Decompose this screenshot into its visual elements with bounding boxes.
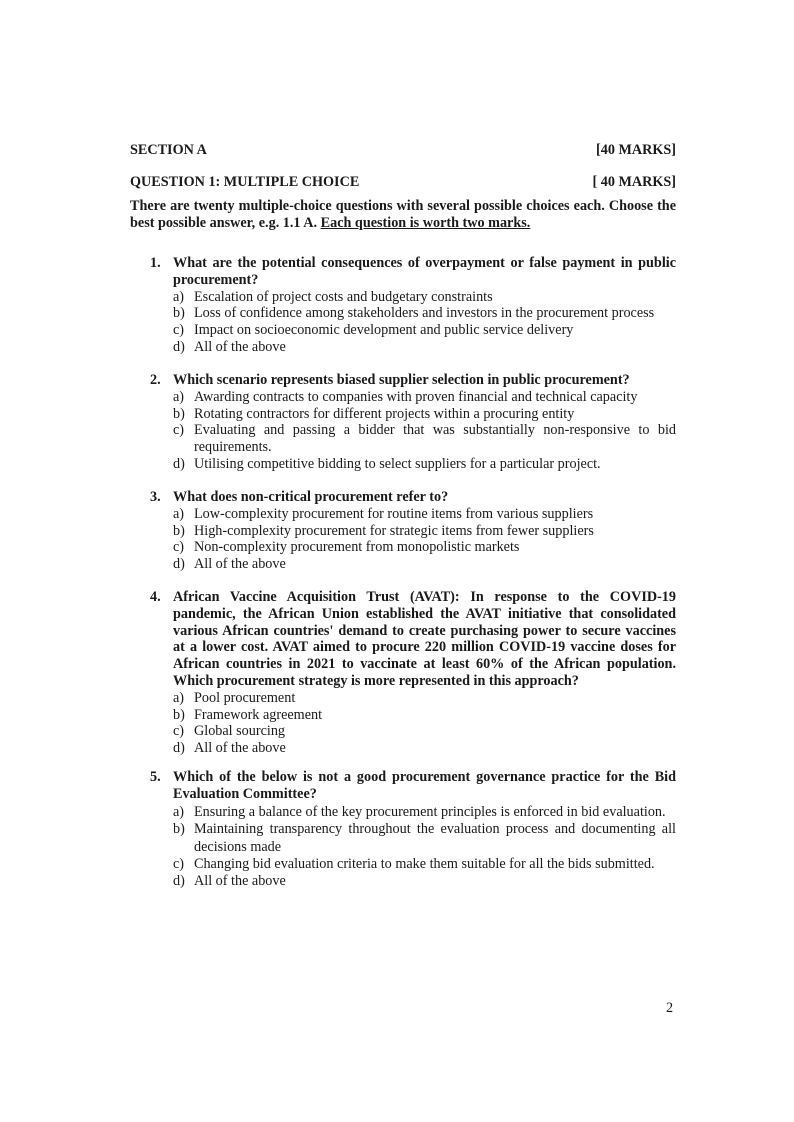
option-b [173, 406, 676, 423]
option-text: Impact on socioeconomic development and public service delivery [194, 322, 574, 339]
option-letter: b) [173, 405, 185, 422]
question-text: African Vaccine Acquisition Trust (AVAT): In response to the COVID-19 pandemic, the African Union established the AVAT initiative that consolidated various African countries' demand to create purchasing power to secure vaccines at a lower cost. AVAT aimed to procure 220 million COVID-19 vaccine doses for African countries in 2021 to vaccinate at least 60% of the African population. Which procurement strategy is more represented in this approach? [173, 589, 676, 689]
option-letter: c) [173, 856, 185, 873]
option-letter: c) [173, 539, 185, 556]
option-letter: d) [173, 873, 185, 890]
option-d [173, 456, 676, 473]
option-text: Evaluating and passing a bidder that was substantially non-responsive to bid requirements. [194, 422, 676, 456]
question-text-row [150, 489, 676, 506]
option-letter: d) [173, 740, 185, 757]
option-c [173, 322, 676, 339]
option-a [173, 289, 676, 306]
option-text: Non-complexity procurement from monopolistic markets [194, 539, 520, 556]
option-text: Ensuring a balance of the key procurement principles is enforced in bid evaluation. [194, 803, 666, 820]
question-number: 3. [150, 489, 161, 505]
question-4 [150, 589, 676, 757]
question-3 [150, 489, 676, 573]
option-text: High-complexity procurement for strategic items from fewer suppliers [194, 522, 594, 539]
option-letter: d) [173, 338, 185, 355]
option-letter: c) [173, 322, 185, 339]
question-5 [150, 769, 676, 891]
instructions [130, 198, 676, 232]
option-c [173, 422, 676, 456]
option-d [173, 740, 676, 757]
option-d [173, 556, 676, 573]
option-text: Low-complexity procurement for routine items from various suppliers [194, 505, 594, 522]
question-2 [150, 372, 676, 473]
option-text: Changing bid evaluation criteria to make them suitable for all the bids submitted. [194, 856, 655, 873]
option-d [173, 873, 676, 890]
section-title: SECTION A [130, 142, 207, 158]
section-marks: [40 MARKS] [596, 142, 676, 158]
option-a [173, 389, 676, 406]
option-letter: c) [173, 422, 185, 439]
option-text: Framework agreement [194, 706, 323, 723]
option-a [173, 804, 676, 821]
option-b [173, 821, 676, 856]
option-text: Loss of confidence among stakeholders and investors in the procurement process [194, 305, 655, 322]
question-text: What are the potential consequences of overpayment or false payment in public procurement? [173, 255, 676, 288]
instructions-underlined: Each question is worth two marks. [320, 214, 531, 231]
option-letter: a) [173, 388, 185, 405]
question-text: Which of the below is not a good procurement governance practice for the Bid Evaluation Committee? [173, 769, 676, 803]
option-letter: b) [173, 821, 185, 838]
option-c [173, 856, 676, 873]
option-text: Pool procurement [194, 689, 296, 706]
option-letter: d) [173, 556, 185, 573]
option-letter: b) [173, 522, 185, 539]
option-letter: d) [173, 455, 185, 472]
option-a [173, 690, 676, 707]
question-number: 2. [150, 372, 161, 388]
question-number: 4. [150, 589, 161, 605]
question-text-row [150, 372, 676, 389]
option-b [173, 305, 676, 322]
option-letter: b) [173, 305, 185, 322]
option-letter: a) [173, 803, 185, 820]
question-heading-marks: [ 40 MARKS] [592, 174, 676, 190]
option-text: All of the above [194, 873, 286, 890]
option-text: All of the above [194, 338, 286, 355]
question-number: 5. [150, 769, 161, 785]
instructions-text: There are twenty multiple-choice questions with several possible choices each. Choose the best possible answer, e.g. 1.1 A. [130, 198, 676, 231]
question-text: What does non-critical procurement refer to? [173, 489, 449, 505]
option-letter: a) [173, 505, 185, 522]
option-text: Global sourcing [194, 723, 286, 740]
question-1 [150, 255, 676, 356]
page-number: 2 [666, 1000, 674, 1016]
question-text-row [150, 769, 676, 804]
question-heading-title: QUESTION 1: MULTIPLE CHOICE [130, 174, 360, 190]
option-a [173, 506, 676, 523]
question-text-row [150, 255, 676, 289]
option-b [173, 707, 676, 724]
option-text: Rotating contractors for different projects within a procuring entity [194, 405, 575, 422]
option-text: All of the above [194, 740, 286, 757]
option-text: Maintaining transparency throughout the evaluation process and documenting all decisions made [194, 821, 676, 855]
option-letter: c) [173, 723, 185, 740]
question-heading [130, 174, 676, 191]
option-letter: a) [173, 689, 185, 706]
option-text: Escalation of project costs and budgetary constraints [194, 288, 493, 305]
question-text-row [150, 589, 676, 690]
section-header [130, 142, 676, 159]
option-text: All of the above [194, 556, 286, 573]
option-text: Awarding contracts to companies with proven financial and technical capacity [194, 388, 638, 405]
option-c [173, 539, 676, 556]
question-number: 1. [150, 255, 161, 271]
option-d [173, 339, 676, 356]
option-c [173, 723, 676, 740]
option-letter: b) [173, 706, 185, 723]
question-text: Which scenario represents biased supplier selection in public procurement? [173, 372, 630, 388]
option-text: Utilising competitive bidding to select suppliers for a particular project. [194, 455, 601, 472]
option-letter: a) [173, 288, 185, 305]
option-b [173, 523, 676, 540]
